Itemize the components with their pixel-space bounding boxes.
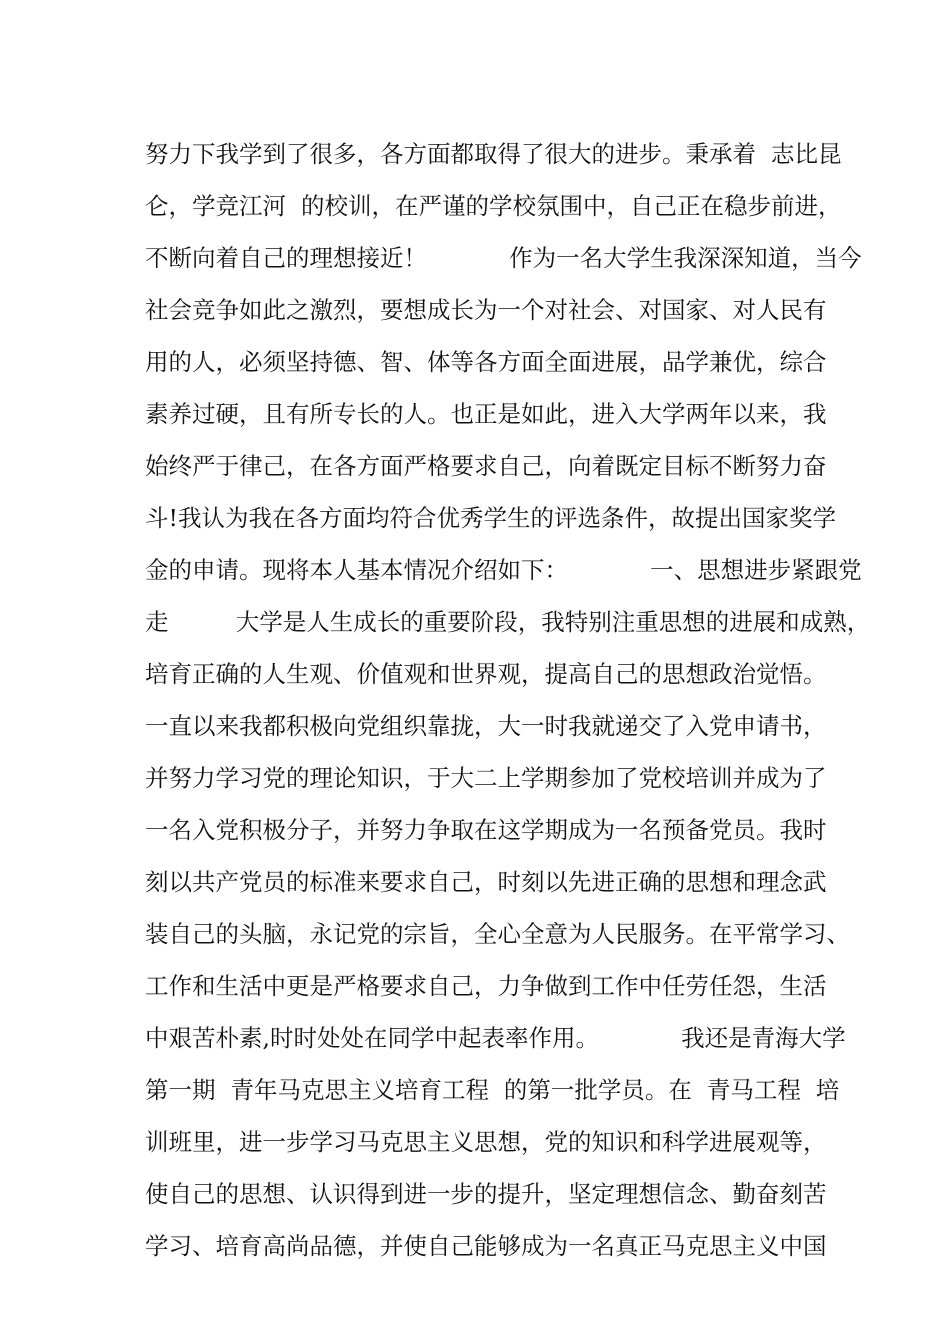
- text-line: 使自己的思想、认识得到进一步的提升，坚定理想信念、勤奋刻苦: [145, 1180, 827, 1208]
- text-line: 仑，学竞江河 的校训，在严谨的学校氛围中，自己正在稳步前进，: [145, 192, 842, 220]
- text-line: 一名入党积极分子，并努力争取在这学期成为一名预备党员。我时: [145, 816, 827, 844]
- text-line: 装自己的头脑，永记党的宗旨，全心全意为人民服务。在平常学习、: [145, 920, 850, 948]
- text-line: 斗!我认为我在各方面均符合优秀学生的评选条件，故提出国家奖学: [145, 504, 836, 532]
- text-line: 培育正确的人生观、价值观和世界观，提高自己的思想政治觉悟。: [145, 660, 827, 688]
- text-line: 始终严于律己，在各方面严格要求自己，向着既定目标不断努力奋: [145, 452, 827, 480]
- text-line: 用的人，必须坚持德、智、体等各方面全面进展，品学兼优，综合: [145, 348, 827, 376]
- text-line: 学习、培育高尚品德，并使自己能够成为一名真正马克思主义中国: [145, 1232, 827, 1260]
- text-line: 第一期 青年马克思主义培育工程 的第一批学员。在 青马工程 培: [145, 1076, 840, 1104]
- text-line: 一直以来我都积极向党组织靠拢，大一时我就递交了入党申请书，: [145, 712, 827, 740]
- text-line: 训班里，进一步学习马克思主义思想，党的知识和科学进展观等，: [145, 1128, 827, 1156]
- text-line: 工作和生活中更是严格要求自己，力争做到工作中任劳任怨，生活: [145, 972, 827, 1000]
- text-line: 中艰苦朴素,时时处处在同学中起表率作用。 我还是青海大学: [145, 1024, 846, 1052]
- text-line: 并努力学习党的理论知识，于大二上学期参加了党校培训并成为了: [145, 764, 827, 792]
- text-line: 努力下我学到了很多，各方面都取得了很大的进步。秉承着 志比昆: [145, 140, 842, 168]
- text-line: 金的申请。现将本人基本情况介绍如下： 一、思想进步紧跟党: [145, 556, 862, 584]
- body-text: [145, 128, 871, 1272]
- text-line: 刻以共产党员的标准来要求自己，时刻以先进正确的思想和理念武: [145, 868, 827, 896]
- text-line: 素养过硬，且有所专长的人。也正是如此，进入大学两年以来，我: [145, 400, 827, 428]
- text-line: 不断向着自己的理想接近！ 作为一名大学生我深深知道，当今: [145, 244, 862, 272]
- text-line: 走 大学是人生成长的重要阶段，我特别注重思想的进展和成熟，: [145, 608, 871, 636]
- text-line: 社会竞争如此之激烈，要想成长为一个对社会、对国家、对人民有: [145, 296, 827, 324]
